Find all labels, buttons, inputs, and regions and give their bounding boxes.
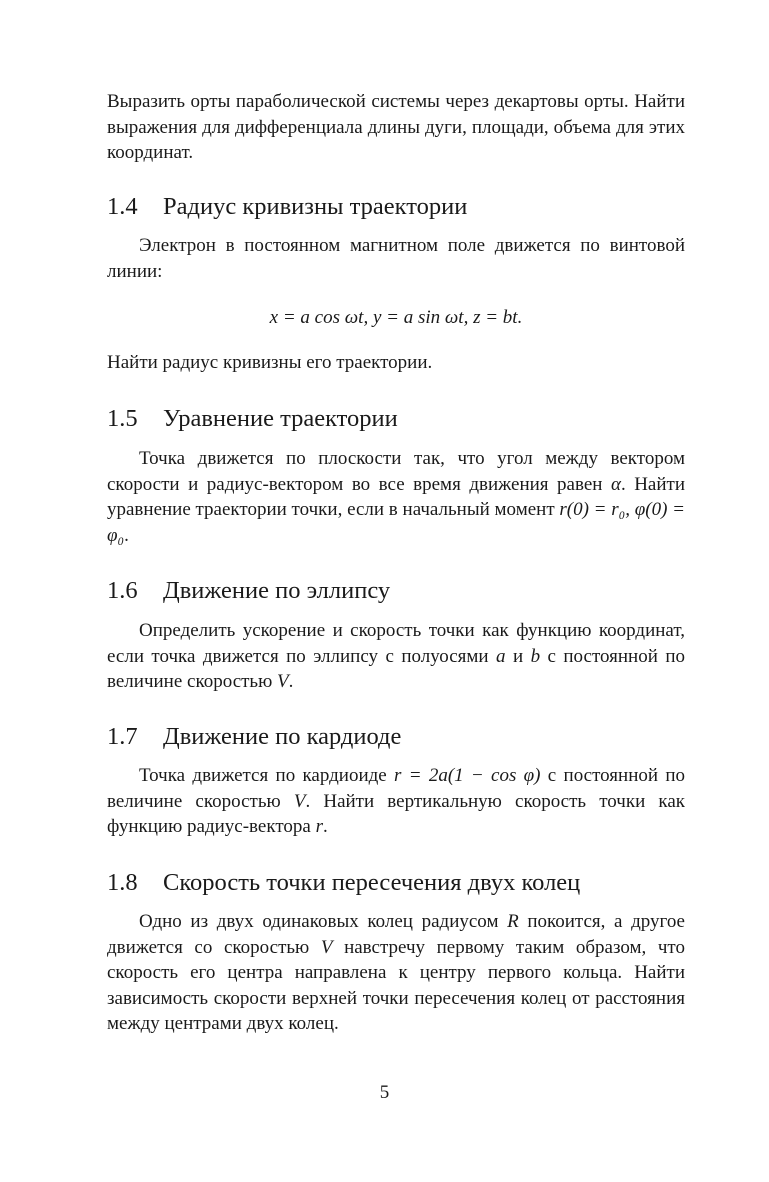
math-initial-conditions: r(0) = r₀, φ(0) = φ₀ <box>107 499 685 546</box>
section-heading-1-8 <box>107 868 707 898</box>
section-heading-1-6 <box>107 576 707 606</box>
section-heading-1-5 <box>107 404 707 434</box>
section-1-4-paragraph <box>107 233 685 284</box>
text-run: . <box>322 816 328 838</box>
paragraph-text <box>107 909 685 1037</box>
paragraph-text: Найти радиус кривизны его траектории. <box>107 352 433 373</box>
section-heading-1-4 <box>107 192 707 222</box>
paragraph-text: Электрон в постоянном магнитном поле движется по винтовой линии: <box>107 235 685 282</box>
text-run: с постоянной по величине скоростью <box>107 645 685 693</box>
paragraph-text <box>107 446 685 548</box>
section-number: 1.7 <box>107 723 138 750</box>
math-v: V <box>320 936 333 958</box>
text-run: Определить ускорение и скорость точки как функцию координат, если точка движется по эллипсу с полуосями <box>107 620 685 667</box>
section-title: Радиус кривизны траектории <box>163 193 468 220</box>
text-run: Точка движется по плоскости так, что угол между вектором скорости и радиус-вектором во все время движения равен <box>107 448 685 495</box>
math-r: r <box>315 816 323 838</box>
paragraph-text <box>107 763 685 840</box>
text-run: . Найти уравнение траектории точки, если в начальный момент <box>107 473 685 521</box>
section-heading-1-7 <box>107 722 707 752</box>
section-title: Уравнение траектории <box>163 405 398 432</box>
section-number: 1.5 <box>107 405 138 432</box>
text-run: . Найти вертикальную скорость точки как функцию радиус-вектора <box>107 790 685 838</box>
section-1-8-paragraph <box>107 909 685 1037</box>
text-run: с постоянной по величине скоростью <box>107 765 686 812</box>
text-run: покоится, а другое движется со скоростью <box>107 911 685 958</box>
section-number: 1.4 <box>107 193 138 220</box>
paragraph-text <box>107 618 685 695</box>
math-b: b <box>530 645 541 667</box>
text-run: . <box>124 524 129 546</box>
helix-formula: x = a cos ωt, y = a sin ωt, z = bt. <box>269 307 523 328</box>
math-v: V <box>277 671 289 693</box>
math-r: R <box>507 911 519 932</box>
math-a: a <box>496 645 506 667</box>
section-1-6-paragraph <box>107 618 685 695</box>
text-run: навстречу первому таким образом, что скорость его центра направлена к центру первого кольца. Найти зависимость скорости верхней точки пересечения колец от расстояния между центрами двух колец. <box>107 936 685 1035</box>
section-title: Скорость точки пересечения двух колец <box>163 869 581 896</box>
math-v: V <box>293 790 306 812</box>
math-cardioid: r = 2a(1 − cos φ) <box>394 765 541 786</box>
section-number: 1.6 <box>107 577 138 604</box>
section-title: Движение по кардиоде <box>163 723 402 750</box>
section-title: Движение по эллипсу <box>163 577 391 604</box>
section-number: 1.8 <box>107 869 138 896</box>
text-run: Точка движется по кардиоиде <box>139 765 395 786</box>
intro-text: Выразить орты параболической системы через декартовы орты. Найти выражения для дифференциала длины дуги, площади, объема для этих координат. <box>107 91 685 164</box>
section-1-4-question <box>107 350 685 376</box>
intro-paragraph <box>107 89 685 166</box>
math-alpha: α <box>610 473 621 495</box>
text-run: и <box>505 645 531 667</box>
text-run: Одно из двух одинаковых колец радиусом <box>139 911 508 932</box>
text-run: . <box>288 671 294 693</box>
section-1-5-paragraph <box>107 446 685 548</box>
section-1-7-paragraph <box>107 763 685 840</box>
page-number: 5 <box>379 1082 390 1103</box>
